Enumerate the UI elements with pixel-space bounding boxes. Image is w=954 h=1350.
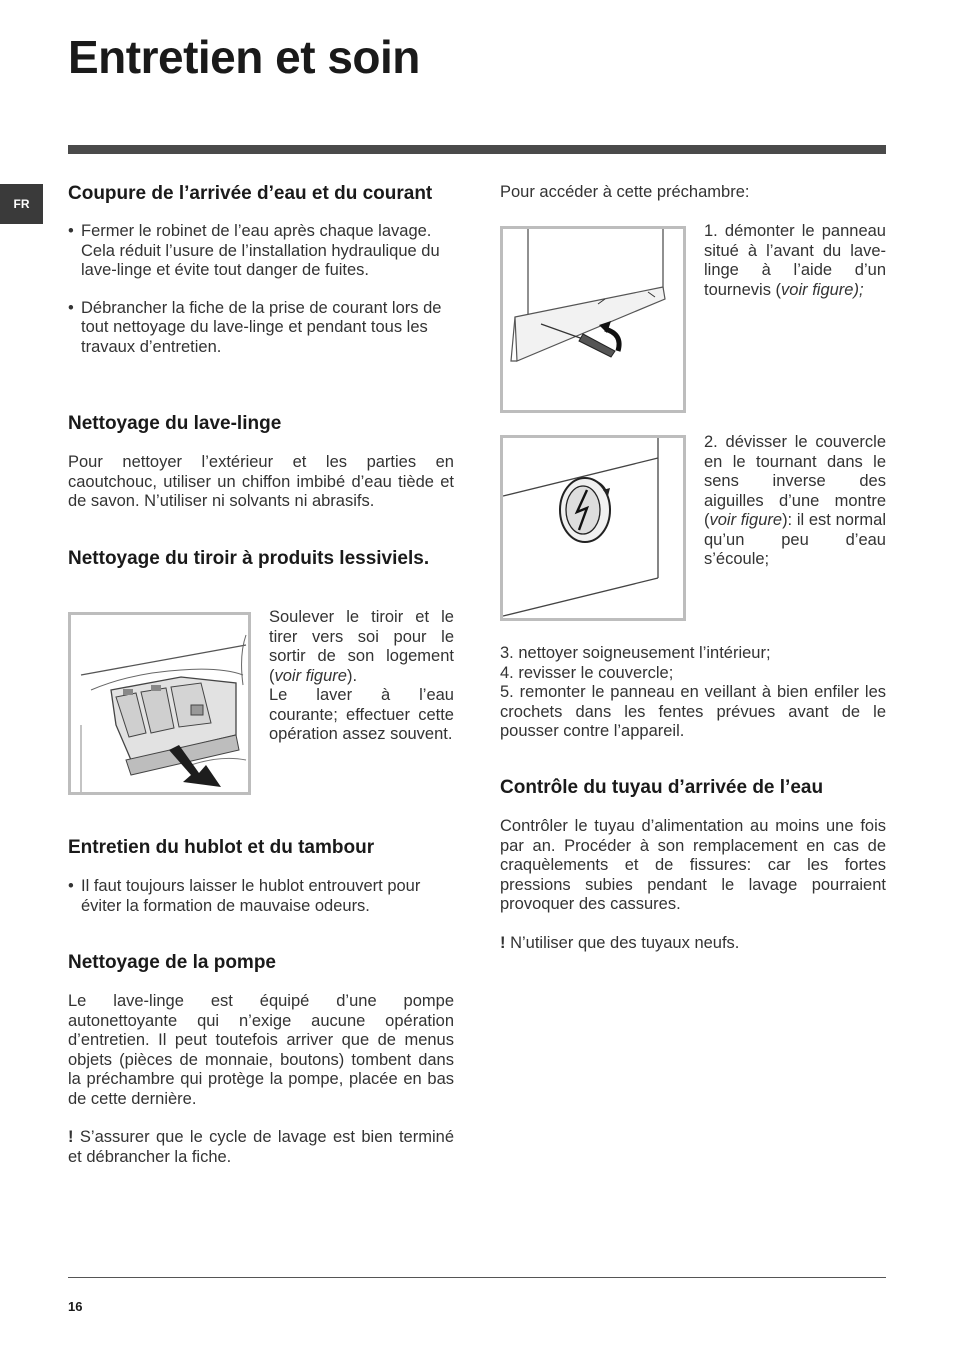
pump-figure: [500, 435, 686, 621]
section-cleaning-machine: [68, 414, 454, 512]
page-number: 16: [68, 1299, 83, 1314]
page-title: Entretien et soin: [68, 31, 420, 83]
footer-rule: [68, 1277, 886, 1278]
warning-mark: !: [68, 1128, 74, 1146]
drawer-text-2: Le laver à l’eau courante; effectuer cette opération assez souvent.: [269, 686, 454, 743]
bullet-item: • Débrancher la fiche de la prise de courant lors de tout nettoyage du lave-linge et pendant tous les travaux d’entretien.: [68, 299, 454, 358]
section-pump: [68, 953, 454, 1167]
section-heading: Contrôle du tuyau d’arrivée de l’eau: [500, 777, 824, 798]
voir-figure-ref: voir figure: [781, 280, 854, 299]
section-heading: Nettoyage du tiroir à produits lessiviels.: [68, 548, 430, 569]
bullet-item: • Il faut toujours laisser le hublot entrouvert pour éviter la formation de mauvaise odeurs.: [68, 877, 454, 916]
voir-figure-ref: voir figure: [274, 666, 347, 685]
warning-text: ! N’utiliser que des tuyaux neufs.: [500, 933, 740, 952]
section-text: Contrôler le tuyau d’alimentation au moins une fois par an. Procéder à son remplacement en cas de craquèlements et de fissures: car les fortes pressions subies pendant le lavage pourraient provoquer des cassures.: [500, 817, 886, 913]
section-heading: Nettoyage du lave-linge: [68, 413, 282, 434]
step-1: 1. démonter le panneau situé à l’avant du lave-linge à l’aide d’un tournevis (voir figure);: [704, 222, 886, 299]
section-text: Pour nettoyer l’extérieur et les parties en caoutchouc, utiliser un chiffon imbibé d’eau tiède et de savon. N’utiliser ni solvants ni abrasifs.: [68, 453, 454, 510]
step-4: 4. revisser le couvercle;: [500, 663, 674, 682]
drawer-figure: [68, 612, 251, 795]
section-heading: Entretien du hublot et du tambour: [68, 837, 375, 858]
pump-cover-illustration: [503, 438, 683, 618]
bullet-item: • Fermer le robinet de l’eau après chaque lavage. Cela réduit l’usure de l’installation hydraulique du lave-linge et évite tout danger de fuites.: [68, 222, 454, 281]
title-rule: [68, 145, 886, 154]
voir-figure-ref: voir figure: [709, 511, 783, 529]
intro-text: Pour accéder à cette préchambre:: [500, 183, 750, 201]
section-porthole: [68, 838, 454, 916]
panel-screwdriver-illustration: [503, 229, 683, 410]
section-heading: Coupure de l’arrivée d’eau et du courant: [68, 183, 433, 204]
section-heading: Nettoyage de la pompe: [68, 952, 276, 973]
drawer-illustration: [71, 615, 248, 792]
section-water-power: [68, 184, 454, 357]
step-3: 3. nettoyer soigneusement l’intérieur;: [500, 644, 771, 662]
warning-mark: !: [500, 933, 506, 952]
language-tab: FR: [0, 184, 43, 224]
warning-text: ! S’assurer que le cycle de lavage est bien terminé et débrancher la fiche.: [68, 1128, 454, 1166]
drawer-text: Soulever le tiroir et le tirer vers soi pour le sortir de son logement (voir figure). Le laver à l’eau courante; effectuer cette opération assez souvent.: [269, 608, 454, 743]
section-drawer: [68, 549, 454, 569]
section-hose: [500, 778, 886, 953]
steps-3-5: [500, 644, 886, 742]
step-5: 5. remonter le panneau en veillant à bien enfiler les crochets dans les fentes prévues avant de le pousser contre l’appareil.: [500, 683, 886, 740]
section-text: Le lave-linge est équipé d’une pompe autonettoyante qui n’exige aucune opération d’entretien. Il peut toutefois arriver que de menus objets (pièces de monnaie, boutons) tombent dans la préchambre qui protège la pompe, placée en bas de cette dernière.: [68, 992, 454, 1108]
panel-figure: [500, 226, 686, 413]
step-2: 2. dévisser le couvercle en le tournant dans le sens inverse des aiguilles d’une montre (voir figure): il est normal qu’un peu d’eau s’écoule;: [704, 433, 886, 568]
